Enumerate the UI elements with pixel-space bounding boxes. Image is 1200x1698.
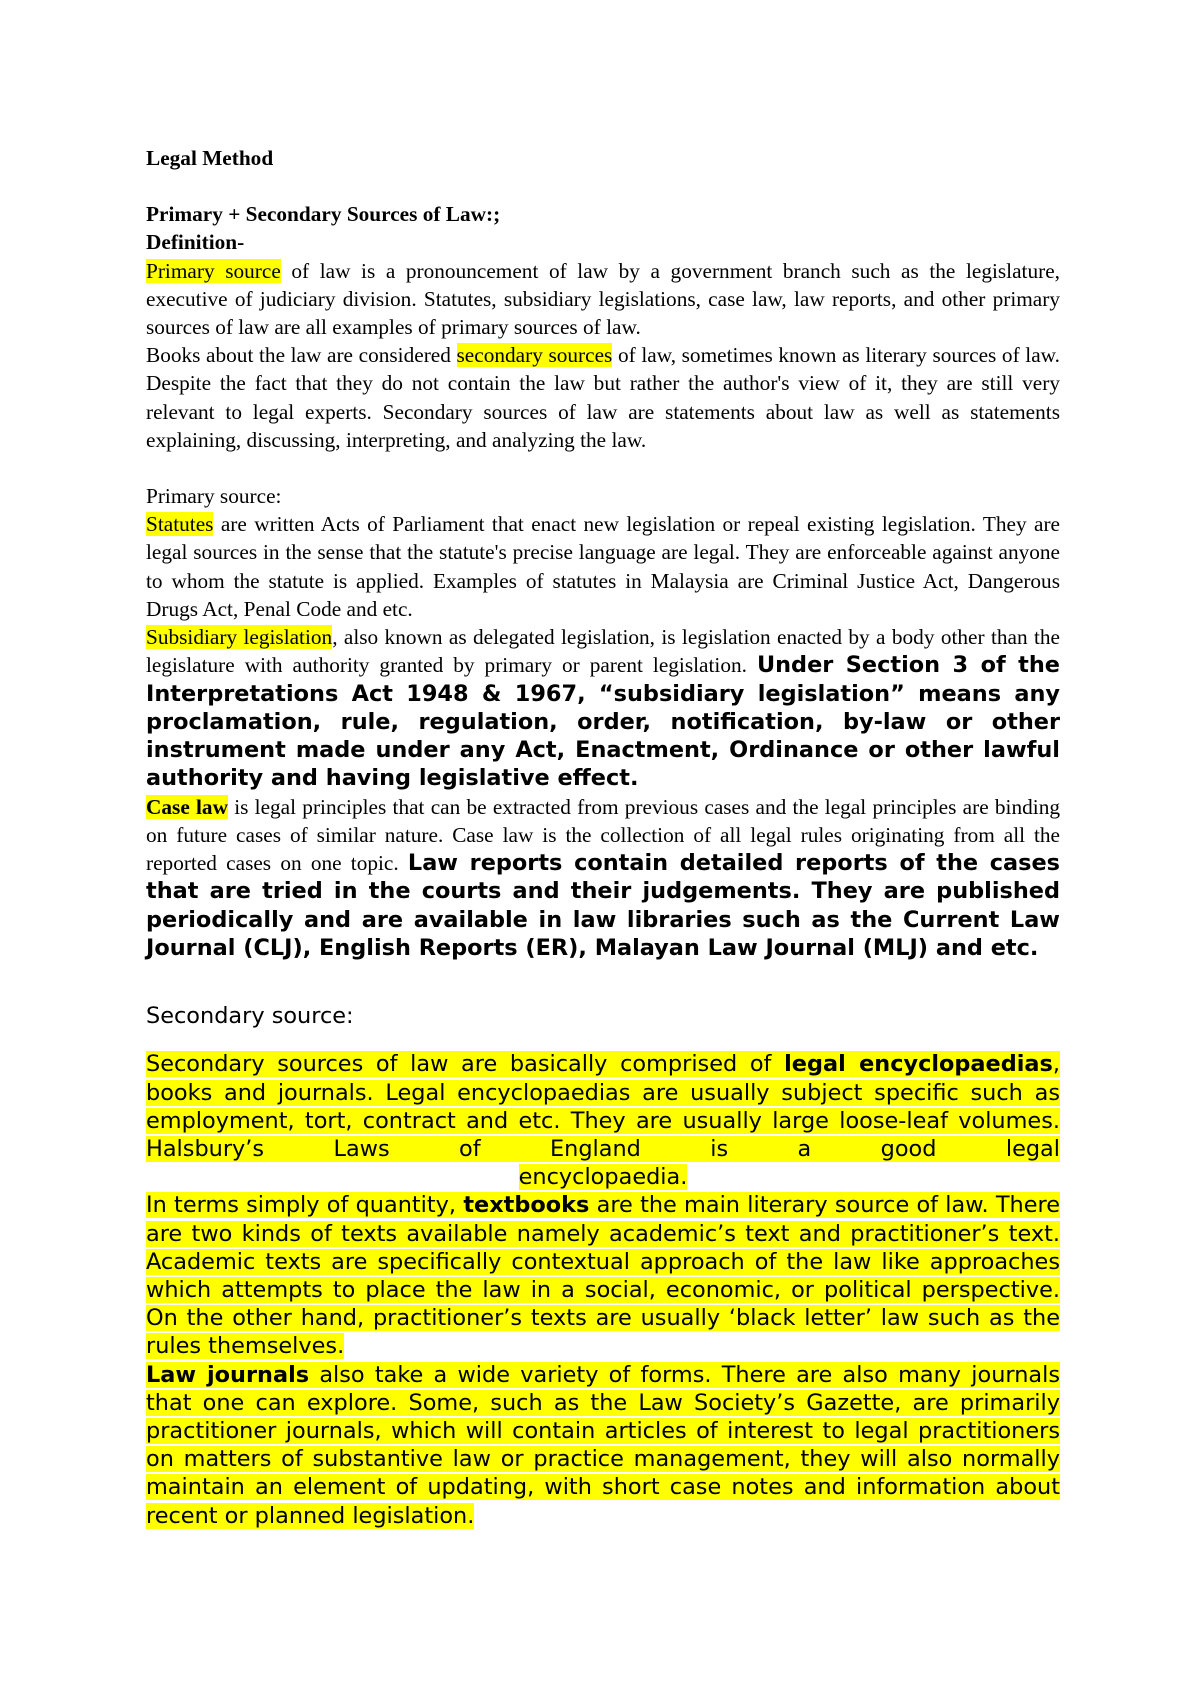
- section-heading: Primary + Secondary Sources of Law:;: [146, 202, 501, 227]
- paragraph-text: Books about the law are considered: [146, 343, 457, 368]
- paragraph-text: of law, sometimes known as literary sources of law. Despite the fact that they do not contain the law but rather the author's view of it, they are still very relevant to legal experts. Secondary sources of law are statements about law as well as statements explaining, discussing, interpreting, and analyzing the law.: [146, 343, 1060, 452]
- highlight-statutes: Statutes: [146, 512, 214, 537]
- case-law-paragraph: [146, 793, 1060, 963]
- highlight-subsidiary-legislation: Subsidiary legislation: [146, 625, 333, 650]
- law-reports-text: Law reports contain detailed reports of the cases that are tried in the courts and their judgements.: [146, 850, 1060, 905]
- primary-definition-paragraph: [146, 257, 1060, 342]
- subsidiary-definition-text: , “subsidiary legislation” means any proclamation, rule, regulation, order, notification, by-law or other instrument made under any Act, Enactment, Ordinance or other lawful authority and having legislative effect.: [146, 680, 1061, 792]
- highlighted-text: also take a wide variety of forms. There are also many journals that one can explore. Some, such as the Law Society’s Gazette, are primarily practitioner journals, which will contain articles of interest to legal practitioners on matters of substantive law or practice management, they will also normally maintain an element of updating, with short case notes and information about recent or planned legislation.: [146, 1361, 1061, 1529]
- paragraph-text: are written Acts of Parliament that enact new legislation or repeal existing legislation. They are legal sources in the sense that the statute's precise language are legal. They are enforceable against anyone to whom the statute is applied. Examples of statutes in Malaysia are Criminal Justice Act, Dangerous Drugs Act, Penal Code and etc.: [146, 512, 1060, 621]
- highlight-secondary-sources: secondary sources: [456, 343, 613, 368]
- highlight-case-law: Case law: [146, 794, 228, 819]
- highlighted-text: are the main literary source of law. There are two kinds of texts available namely academic’s text and practitioner’s text. Academic texts are specifically contextual approach of the law like approaches which attempts to place the law in a social, economic, or political perspective. On the other hand, practitioner’s texts are usually ‘black letter’ law such as the rules themselves.: [146, 1192, 1060, 1360]
- paragraph-text: is legal principles that can be extracted from previous cases and the legal principles are binding on future cases of similar nature. Case law is the collection of all legal rules originating from all the reported cases on one topic.: [146, 794, 1060, 876]
- document-title: Legal Method: [146, 146, 274, 170]
- encyclopaedias-paragraph: [146, 1050, 1060, 1163]
- secondary-source-block: [146, 1050, 1060, 1529]
- statutes-paragraph: [146, 510, 1060, 623]
- highlighted-bold-text: legal encyclopaedias: [784, 1051, 1053, 1078]
- highlighted-text: Secondary sources of law are basically comprised of: [146, 1051, 785, 1078]
- paragraph-text: , also known as delegated legislation, is legislation enacted by a body other than the legislature with authority granted by primary or parent legislation.: [146, 625, 1061, 678]
- highlighted-text: encyclopaedia.: [518, 1164, 688, 1191]
- spacer: [146, 172, 1060, 200]
- highlight-primary-source: Primary source: [146, 258, 281, 283]
- law-journals-paragraph: [146, 1361, 1060, 1530]
- document-page: [146, 128, 1060, 1530]
- interpretations-act-reference: Under Section 3 of the Interpretations Act 1948 & 1967: [146, 652, 1060, 707]
- spacer: [146, 962, 1060, 990]
- highlighted-bold-text: Law journals: [146, 1361, 310, 1388]
- highlighted-text: , books and journals. Legal encyclopaedias are usually subject specific such as employment, tort, contract and etc. They are usually large loose-leaf volumes. Halsbury’s Laws of England is a good legal: [146, 1051, 1060, 1162]
- textbooks-paragraph: [146, 1191, 1060, 1360]
- law-reports-text-2: They are published periodically and are available in law libraries such as the Current Law Journal (CLJ), English Reports (ER), Malayan Law Journal (MLJ) and etc.: [146, 878, 1061, 962]
- definition-label: Definition-: [146, 230, 245, 255]
- highlighted-bold-text: textbooks: [463, 1192, 590, 1219]
- secondary-source-label: Secondary source:: [146, 1003, 354, 1030]
- paragraph-text: of law is a pronouncement of law by a government branch such as the legislature, executive of judiciary division. Statutes, subsidiary legislations, case law, law reports, and other primary sources of law are all examples of primary sources of law.: [146, 258, 1060, 340]
- encyclopaedia-line: [146, 1163, 1060, 1191]
- spacer: [146, 454, 1060, 482]
- subsidiary-legislation-paragraph: [146, 623, 1060, 793]
- highlighted-text: In terms simply of quantity,: [146, 1192, 464, 1219]
- secondary-definition-paragraph: [146, 341, 1060, 454]
- primary-source-label: Primary source:: [146, 484, 282, 509]
